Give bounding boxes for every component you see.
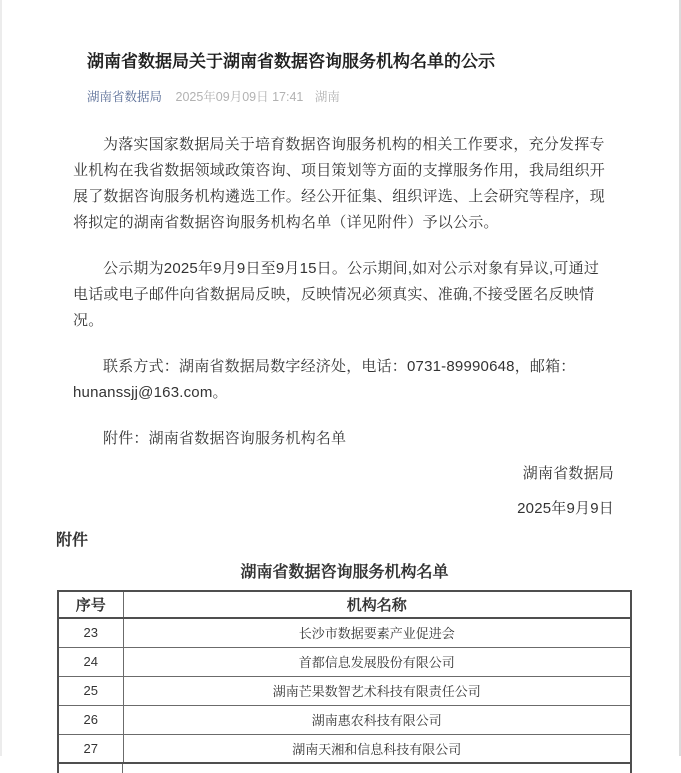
table-row xyxy=(58,647,631,676)
table-row xyxy=(58,734,631,763)
table-row-cutoff xyxy=(57,764,632,773)
header-institution-name: 机构名称 xyxy=(123,591,631,618)
table-row xyxy=(58,618,631,647)
cell-institution-name: 湖南天湘和信息科技有限公司 xyxy=(123,734,631,763)
signature-block xyxy=(73,461,614,522)
signature-date: 2025年9月9日 xyxy=(517,500,614,517)
account-name-link[interactable]: 湖南省数据局 xyxy=(87,90,163,104)
publish-location: 湖南 xyxy=(314,90,340,104)
signature-org: 湖南省数据局 xyxy=(522,465,614,482)
table-column-divider xyxy=(122,764,123,773)
cell-institution-name: 长沙市数据要素产业促进会 xyxy=(123,618,631,647)
article-title: 湖南省数据局关于湖南省数据咨询服务机构名单的公示 xyxy=(87,52,495,71)
cell-serial-number: 26 xyxy=(58,705,123,734)
cell-institution-name: 湖南惠农科技有限公司 xyxy=(123,705,631,734)
cell-institution-name: 首都信息发展股份有限公司 xyxy=(123,647,631,676)
paragraph-contact: 联系方式：湖南省数据局数字经济处，电话：0731-89990648，邮箱：hunanssjj@163.com。 xyxy=(73,358,576,401)
publish-datetime: 2025年09月09日 17:41 xyxy=(175,90,304,104)
attachment-heading: 附件 xyxy=(56,532,89,549)
byline xyxy=(87,89,633,106)
attachment-table-title: 湖南省数据咨询服务机构名单 xyxy=(240,564,449,581)
cell-serial-number: 27 xyxy=(58,734,123,763)
announcement-body xyxy=(73,132,614,522)
table-row xyxy=(58,705,631,734)
header-serial-number: 序号 xyxy=(58,591,123,618)
paragraph-attachment-ref: 附件：湖南省数据咨询服务机构名单 xyxy=(103,430,347,447)
cell-institution-name: 湖南芒果数智艺术科技有限责任公司 xyxy=(123,676,631,705)
cell-serial-number: 25 xyxy=(58,676,123,705)
paragraph-publicity-period: 公示期为2025年9月9日至9月15日。公示期间,如对公示对象有异议,可通过电话或电子邮件向省数据局反映，反映情况必须真实、准确,不接受匿名反映情况。 xyxy=(73,260,600,329)
institution-table xyxy=(57,590,632,764)
table-row xyxy=(58,676,631,705)
cell-serial-number: 23 xyxy=(58,618,123,647)
cell-serial-number: 24 xyxy=(58,647,123,676)
table-header-row xyxy=(58,591,631,618)
paragraph-intro: 为落实国家数据局关于培育数据咨询服务机构的相关工作要求，充分发挥专业机构在我省数据领域政策咨询、项目策划等方面的支撑服务作用，我局组织开展了数据咨询服务机构遴选工作。经公开征集、组织评选、上会研究等程序，现将拟定的湖南省数据咨询服务机构名单（详见附件）予以公示。 xyxy=(73,136,606,231)
